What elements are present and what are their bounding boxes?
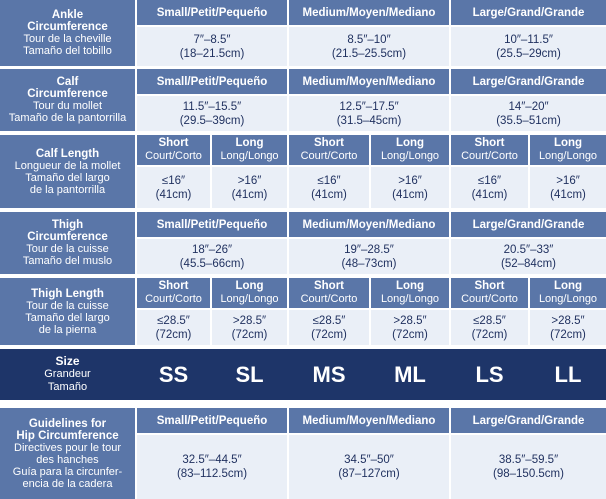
hip-value-medium-cm: (87–127cm): [338, 468, 400, 480]
calf-length-header-4-main: Long: [395, 137, 425, 149]
thigh-length-value-4: [371, 310, 449, 345]
calf-label-title: Calf: [56, 76, 79, 88]
calf-length-label-fr: Longueur de la mollet: [14, 159, 121, 172]
hip-header-small: Small/Petit/Pequeño: [137, 408, 287, 433]
calf-value-small: [137, 96, 287, 131]
calf-length-value-2: [212, 167, 287, 208]
size-code-ls: LS: [451, 349, 528, 400]
thigh-length-value-1: [137, 310, 210, 345]
thigh-length-value-5-cm: (72cm): [471, 328, 508, 341]
calf-value-small-cm: (29.5–39cm): [179, 114, 245, 127]
hip-value-large: [451, 435, 606, 499]
calf-length-header-5-sub: Court/Corto: [461, 150, 518, 162]
ankle-value-small: [137, 27, 287, 66]
thigh-label-fr: Tour de la cuisse: [26, 243, 109, 255]
hip-value-small-cm: (83–112.5cm): [176, 468, 248, 480]
calf-length-label-title: Calf Length: [35, 147, 100, 160]
calf-value-medium-in: 12.5″–17.5″: [339, 100, 399, 113]
size-code-sl: SL: [212, 349, 287, 400]
calf-header-small: Small/Petit/Pequeño: [137, 69, 287, 94]
thigh-length-value-2: [212, 310, 287, 345]
calf-length-header-4-sub: Long/Longo: [380, 150, 440, 162]
thigh-length-header-6: [530, 278, 606, 308]
calf-length-value-5-in: ≤16″: [477, 174, 502, 187]
ankle-value-large: [451, 27, 606, 66]
thigh-length-value-4-in: >28.5″: [393, 314, 427, 327]
thigh-length-value-3: [289, 310, 369, 345]
thigh-label-subtitle: Circumference: [27, 231, 108, 243]
ankle-section: [0, 0, 606, 66]
thigh-length-header-2-main: Long: [235, 280, 264, 292]
calf-length-section: [0, 135, 606, 208]
thigh-length-value-5-in: ≤28.5″: [473, 314, 506, 327]
hip-label: [0, 408, 135, 499]
hip-section: [0, 408, 606, 499]
thigh-length-header-1-main: Short: [158, 280, 189, 292]
hip-value-medium-in: 34.5″–50″: [344, 454, 394, 466]
thigh-length-value-6-cm: (72cm): [550, 328, 586, 341]
hip-label-fr-2: des hanches: [36, 453, 99, 466]
thigh-length-header-6-sub: Long/Longo: [538, 293, 598, 305]
thigh-value-large: [451, 239, 606, 274]
calf-length-header-2-main: Long: [235, 137, 264, 149]
thigh-value-medium-cm: (48–73cm): [341, 257, 397, 270]
thigh-label-title: Thigh: [51, 219, 84, 231]
calf-length-header-2: [212, 135, 287, 165]
calf-length-header-1-sub: Court/Corto: [145, 150, 202, 162]
ankle-value-medium-in: 8.5″–10″: [347, 33, 391, 46]
calf-length-value-4: [371, 167, 449, 208]
calf-length-label-es-1: Tamaño del largo: [25, 171, 110, 184]
thigh-length-label-fr: Tour de la cuisse: [26, 299, 109, 312]
hip-value-small-in: 32.5″–44.5″: [182, 454, 242, 466]
size-code-ss: SS: [137, 349, 210, 400]
calf-value-medium: [289, 96, 449, 131]
calf-length-header-1: [137, 135, 210, 165]
hip-label-es-1: Guía para la circunfer-: [12, 465, 123, 478]
calf-length-label-es-2: de la pantorrilla: [29, 183, 106, 196]
thigh-label-es: Tamaño del muslo: [22, 255, 113, 267]
ankle-label: [0, 0, 135, 66]
hip-header-large: Large/Grand/Grande: [451, 408, 606, 433]
calf-length-value-2-in: >16″: [237, 174, 262, 187]
size-code-ml: ML: [371, 349, 449, 400]
hip-label-fr-1: Directives pour le tour: [14, 441, 121, 454]
thigh-length-header-5-main: Short: [474, 280, 505, 292]
ankle-header-large: Large/Grand/Grande: [451, 0, 606, 25]
calf-length-value-6-cm: (41cm): [550, 188, 586, 201]
calf-length-value-1: [137, 167, 210, 208]
calf-length-header-3-main: Short: [313, 137, 345, 149]
calf-length-header-5-main: Short: [474, 137, 505, 149]
calf-label: [0, 69, 135, 131]
thigh-value-medium: [289, 239, 449, 274]
hip-value-small: [137, 435, 287, 499]
thigh-length-header-5-sub: Court/Corto: [461, 293, 518, 305]
calf-length-value-3-cm: (41cm): [311, 188, 347, 201]
thigh-length-value-2-in: >28.5″: [232, 314, 267, 327]
thigh-value-small: [137, 239, 287, 274]
calf-value-large-in: 14″–20″: [508, 100, 549, 113]
calf-section: [0, 69, 606, 131]
thigh-length-header-4: [371, 278, 449, 308]
calf-value-medium-cm: (31.5–45cm): [336, 114, 402, 127]
calf-length-label: [0, 135, 135, 208]
ankle-label-subtitle: Circumference: [27, 21, 108, 33]
calf-length-value-5-cm: (41cm): [471, 188, 508, 201]
thigh-length-value-1-in: ≤28.5″: [157, 314, 190, 327]
thigh-length-value-2-cm: (72cm): [231, 328, 268, 341]
calf-length-value-2-cm: (41cm): [231, 188, 268, 201]
calf-length-header-6-main: Long: [553, 137, 583, 149]
thigh-length-header-1-sub: Court/Corto: [145, 293, 202, 305]
calf-length-value-1-in: ≤16″: [161, 174, 186, 187]
thigh-length-value-5: [451, 310, 528, 345]
size-code-ms: MS: [289, 349, 369, 400]
hip-value-large-in: 38.5″–59.5″: [498, 454, 559, 466]
thigh-length-header-4-main: Long: [395, 280, 425, 292]
calf-length-value-6-in: >16″: [556, 174, 580, 187]
thigh-value-small-in: 18″–26″: [191, 243, 233, 256]
calf-header-large: Large/Grand/Grande: [451, 69, 606, 94]
size-label-fr: Grandeur: [44, 368, 91, 380]
ankle-value-large-in: 10″–11.5″: [504, 33, 553, 46]
calf-length-value-3-in: ≤16″: [317, 174, 341, 187]
thigh-value-large-in: 20.5″–33″: [503, 243, 554, 256]
calf-value-small-in: 11.5″–15.5″: [182, 100, 242, 113]
ankle-label-fr: Tour de la cheville: [23, 33, 112, 45]
thigh-label: [0, 212, 135, 274]
thigh-length-value-3-cm: (72cm): [311, 328, 347, 341]
calf-header-medium: Medium/Moyen/Mediano: [289, 69, 449, 94]
hip-header-medium: Medium/Moyen/Mediano: [289, 408, 449, 433]
hip-label-title: Guidelines for: [28, 417, 107, 430]
calf-value-large-cm: (35.5–51cm): [496, 114, 561, 127]
ankle-value-small-in: 7″–8.5″: [193, 33, 231, 46]
thigh-header-large: Large/Grand/Grande: [451, 212, 606, 237]
thigh-length-label-es-2: de la pierna: [38, 323, 97, 336]
thigh-length-header-3-sub: Court/Corto: [300, 293, 358, 305]
size-label-title: Size: [55, 354, 80, 368]
calf-length-value-6: [530, 167, 606, 208]
thigh-length-header-4-sub: Long/Longo: [380, 293, 440, 305]
calf-length-header-1-main: Short: [158, 137, 189, 149]
ankle-value-large-cm: (25.5–29cm): [496, 47, 561, 60]
thigh-length-value-6: [530, 310, 606, 345]
ankle-value-small-cm: (18–21.5cm): [179, 47, 245, 60]
calf-length-value-1-cm: (41cm): [155, 188, 192, 201]
thigh-length-value-6-in: >28.5″: [551, 314, 585, 327]
thigh-length-header-6-main: Long: [553, 280, 583, 292]
ankle-value-medium: [289, 27, 449, 66]
thigh-length-label: [0, 278, 135, 345]
thigh-length-section: [0, 278, 606, 345]
ankle-header-medium: Medium/Moyen/Mediano: [289, 0, 449, 25]
calf-length-value-5: [451, 167, 528, 208]
calf-value-large: [451, 96, 606, 131]
calf-length-header-2-sub: Long/Longo: [220, 150, 279, 162]
calf-length-header-4: [371, 135, 449, 165]
size-code-ll: LL: [530, 349, 606, 400]
thigh-length-label-es-1: Tamaño del largo: [25, 311, 110, 324]
thigh-length-header-1: [137, 278, 210, 308]
thigh-length-value-4-cm: (72cm): [392, 328, 428, 341]
ankle-label-title: Ankle: [51, 9, 84, 21]
thigh-section: [0, 212, 606, 274]
thigh-value-small-cm: (45.5–66cm): [179, 257, 245, 270]
hip-label-subtitle: Hip Circumference: [16, 429, 119, 442]
thigh-value-large-cm: (52–84cm): [501, 257, 556, 270]
calf-length-header-3: [289, 135, 369, 165]
hip-value-medium: [289, 435, 449, 499]
thigh-length-header-5: [451, 278, 528, 308]
thigh-length-value-3-in: ≤28.5″: [312, 314, 346, 327]
calf-label-es: Tamaño de la pantorrilla: [8, 112, 127, 124]
calf-length-value-4-in: >16″: [398, 174, 422, 187]
calf-length-header-3-sub: Court/Corto: [300, 150, 358, 162]
calf-label-fr: Tour du mollet: [32, 100, 103, 112]
calf-length-value-3: [289, 167, 369, 208]
calf-length-header-5: [451, 135, 528, 165]
thigh-length-header-3-main: Short: [313, 280, 345, 292]
size-label-es: Tamaño: [47, 381, 88, 393]
thigh-value-medium-in: 19″–28.5″: [344, 243, 394, 256]
ankle-value-medium-cm: (21.5–25.5cm): [331, 47, 407, 60]
size-label: [0, 349, 135, 400]
thigh-length-header-3: [289, 278, 369, 308]
thigh-length-value-1-cm: (72cm): [155, 328, 192, 341]
calf-length-header-6: [530, 135, 606, 165]
thigh-header-medium: Medium/Moyen/Mediano: [289, 212, 449, 237]
hip-label-es-2: encia de la cadera: [22, 477, 113, 490]
ankle-label-es: Tamaño del tobillo: [23, 45, 112, 57]
hip-value-large-cm: (98–150.5cm): [493, 468, 564, 480]
thigh-length-header-2: [212, 278, 287, 308]
size-section: [0, 349, 606, 400]
ankle-header-small: Small/Petit/Pequeño: [137, 0, 287, 25]
calf-label-subtitle: Circumference: [27, 88, 108, 100]
thigh-header-small: Small/Petit/Pequeño: [137, 212, 287, 237]
thigh-length-header-2-sub: Long/Longo: [220, 293, 279, 305]
calf-length-header-6-sub: Long/Longo: [538, 150, 598, 162]
thigh-length-label-title: Thigh Length: [31, 287, 104, 300]
calf-length-value-4-cm: (41cm): [392, 188, 428, 201]
